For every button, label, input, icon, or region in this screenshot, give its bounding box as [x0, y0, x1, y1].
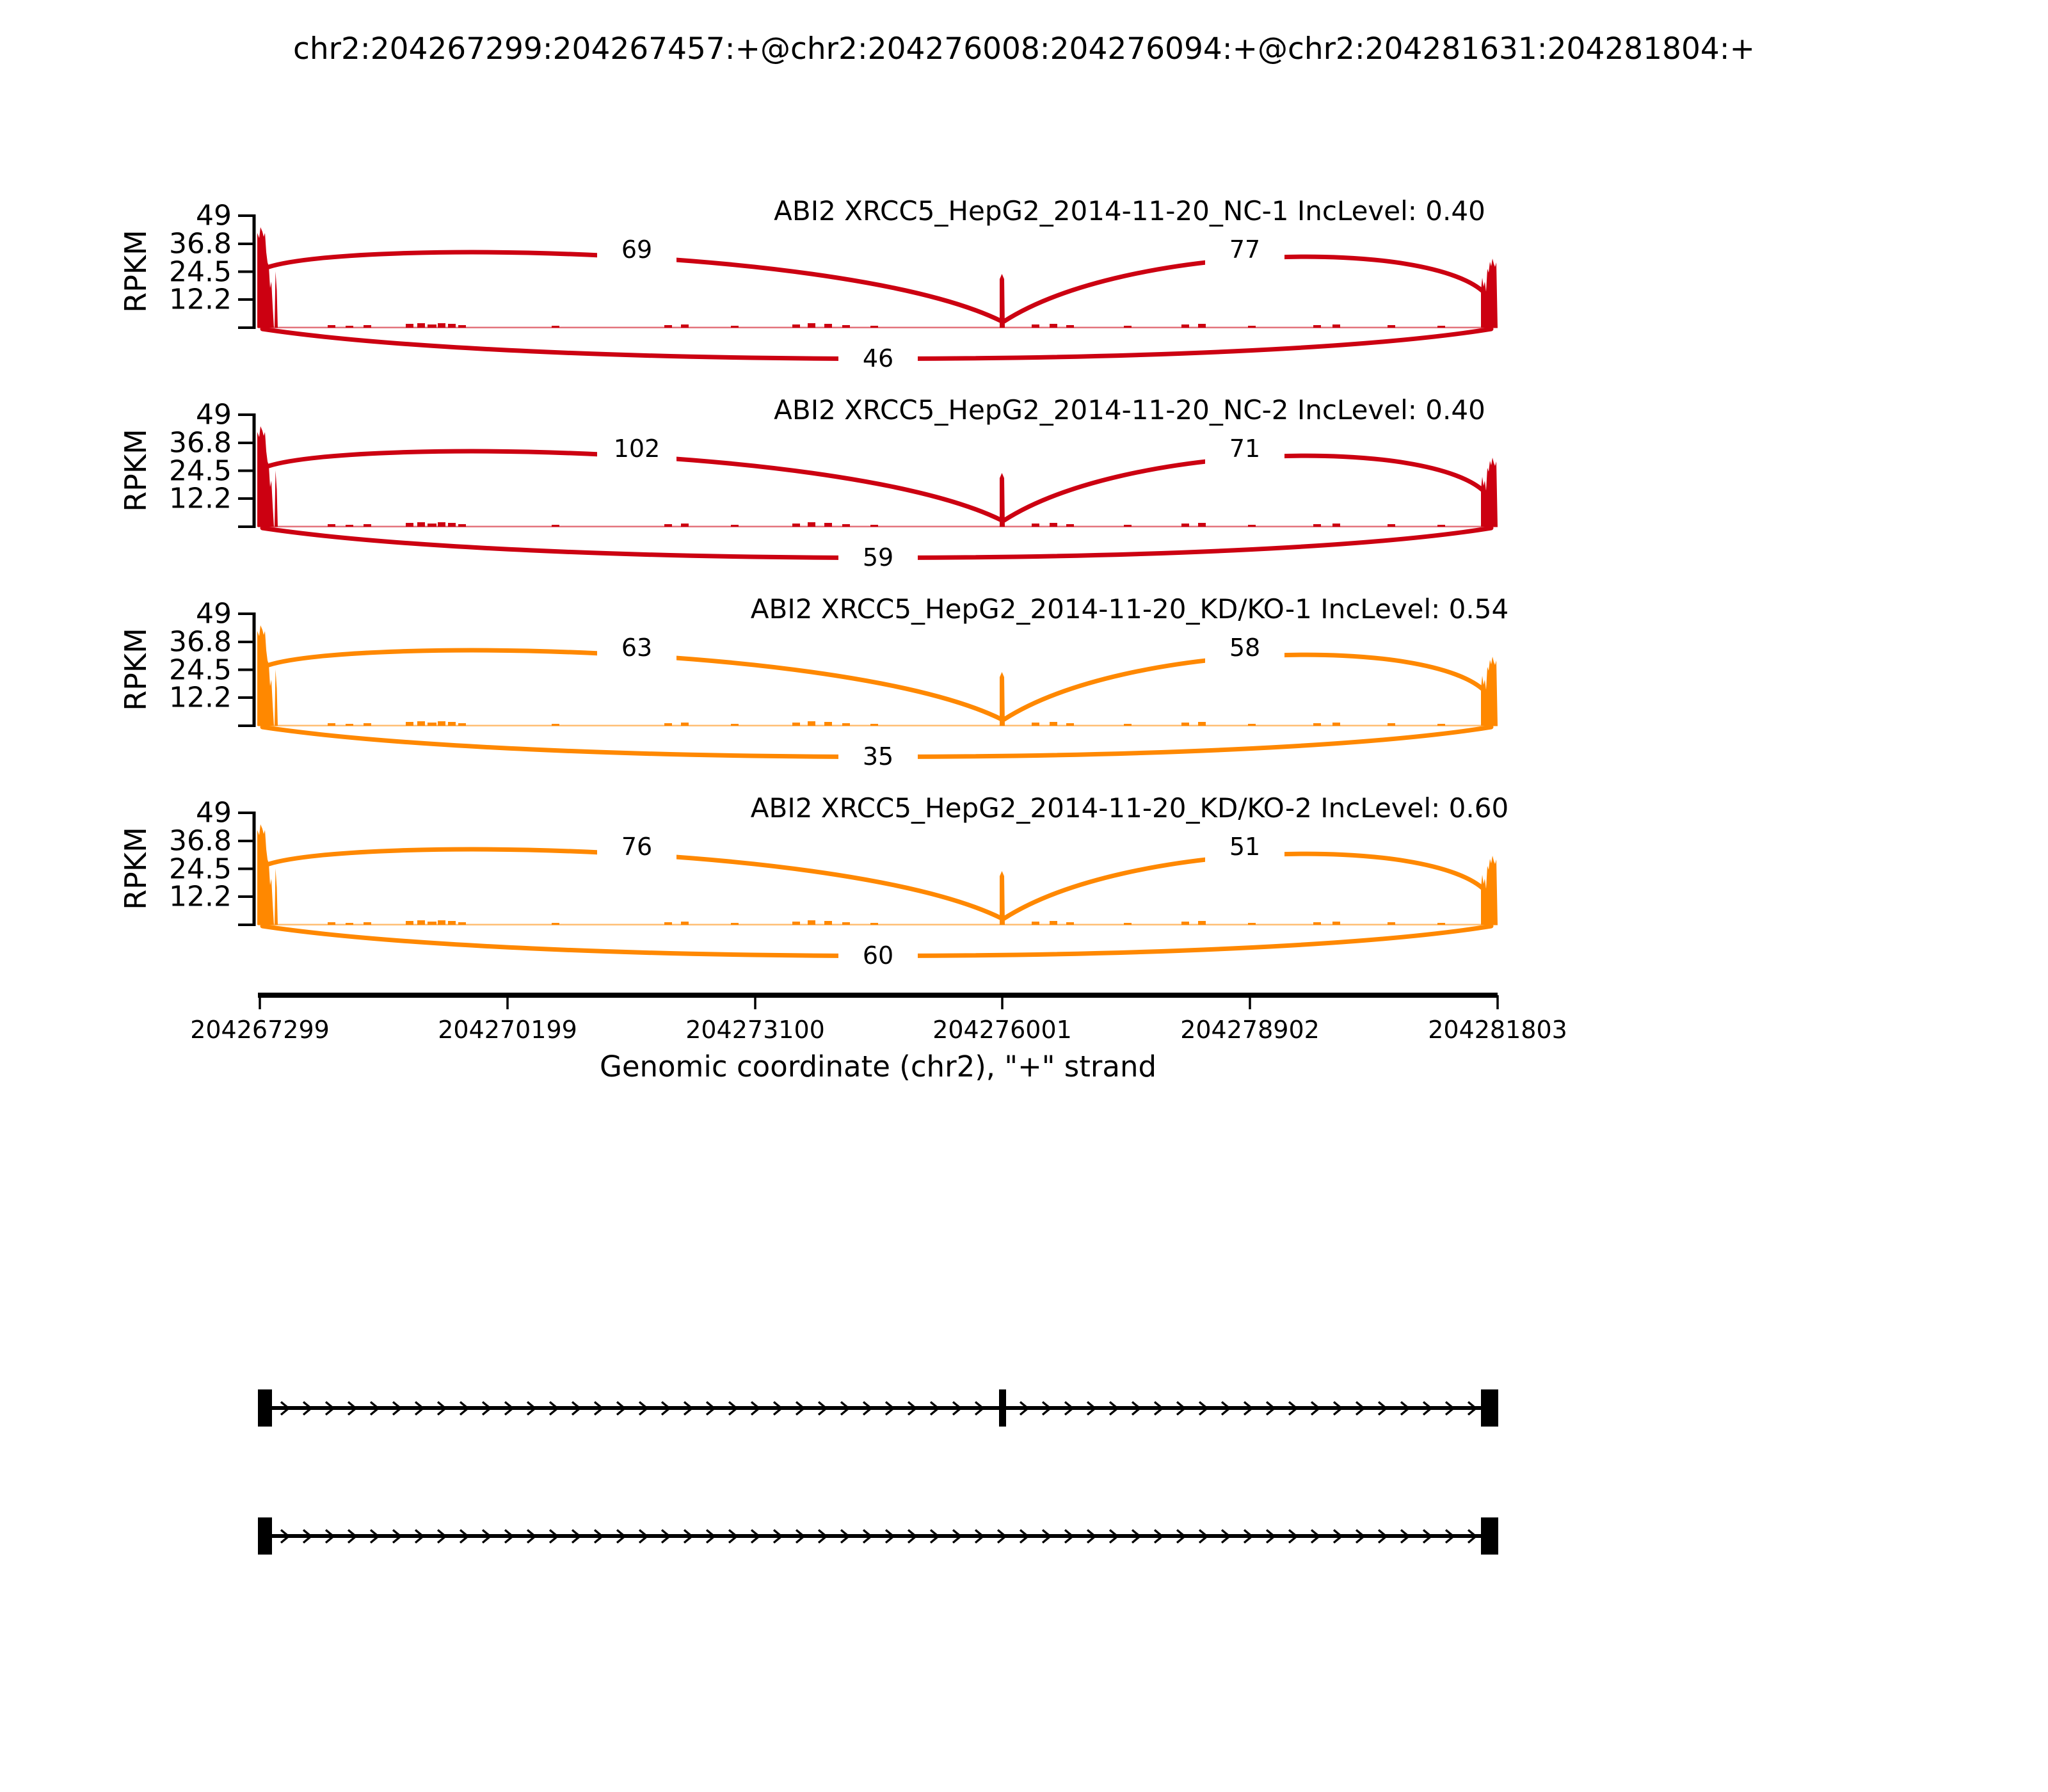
x-tick-label: 204267299: [190, 1016, 330, 1044]
track-title: ABI2 XRCC5_HepG2_2014-11-20_KD/KO-1 IncLevel: 0.54: [750, 593, 1509, 625]
y-tick-label: 24.5: [169, 852, 232, 886]
junction-count-right: 58: [1229, 634, 1261, 662]
y-tick-label: 49: [196, 796, 232, 829]
x-tick-label: 204276001: [932, 1016, 1072, 1044]
y-tick-label: 36.8: [169, 426, 232, 460]
track-title: ABI2 XRCC5_HepG2_2014-11-20_NC-1 IncLevel: 0.40: [774, 195, 1485, 227]
y-tick-label: 24.5: [169, 653, 232, 687]
junction-count-right: 77: [1229, 236, 1261, 264]
y-tick-label: 36.8: [169, 824, 232, 858]
x-tick-label: 204281803: [1428, 1016, 1567, 1044]
exon-box-skipped: [999, 1389, 1006, 1427]
y-tick-label: 49: [196, 597, 232, 630]
exon-box-downstream: [1481, 1517, 1498, 1555]
y-axis-label: RPKM: [118, 230, 153, 313]
y-tick-label: 49: [196, 398, 232, 431]
y-axis-label: RPKM: [118, 827, 153, 910]
y-axis-label: RPKM: [118, 628, 153, 711]
y-tick-label: 24.5: [169, 454, 232, 488]
exon-box-downstream: [1481, 1389, 1498, 1427]
track-panel-nc2: [118, 394, 1498, 573]
rpkm-axis: [238, 413, 254, 528]
intron-arrow-line: [1011, 1400, 1477, 1416]
y-tick-label: 49: [196, 199, 232, 232]
intron-arrow-line: [276, 1528, 1477, 1544]
intron-arrow-line: [276, 1400, 995, 1416]
track-panel-kdko1: [118, 593, 1508, 772]
y-tick-label: 12.2: [169, 283, 232, 316]
exon-box-upstream: [258, 1517, 272, 1555]
y-tick-label: 12.2: [169, 681, 232, 714]
y-tick-label: 24.5: [169, 255, 232, 289]
y-tick-label: 36.8: [169, 625, 232, 659]
junction-count-skip: 46: [862, 344, 894, 372]
track-title: ABI2 XRCC5_HepG2_2014-11-20_KD/KO-2 IncLevel: 0.60: [750, 792, 1509, 824]
junction-count-right: 71: [1229, 435, 1261, 463]
isoform-inclusion: [258, 1389, 1498, 1427]
track-title: ABI2 XRCC5_HepG2_2014-11-20_NC-2 IncLevel: 0.40: [774, 394, 1485, 426]
x-tick-label: 204273100: [685, 1016, 825, 1044]
junction-count-right: 51: [1229, 833, 1261, 861]
junction-count-left: 63: [621, 634, 653, 662]
x-axis-label: Genomic coordinate (chr2), "+" strand: [599, 1050, 1157, 1084]
x-tick-label: 204278902: [1180, 1016, 1320, 1044]
rpkm-axis: [238, 812, 254, 926]
x-axis: [190, 995, 1567, 1084]
y-tick-label: 36.8: [169, 227, 232, 260]
track-panel-kdko2: [118, 792, 1508, 971]
junction-count-skip: 59: [862, 543, 894, 572]
junction-count-left: 102: [613, 435, 660, 463]
junction-count-left: 76: [621, 833, 653, 861]
rpkm-axis: [238, 612, 254, 727]
exon-box-upstream: [258, 1389, 272, 1427]
junction-count-skip: 35: [862, 742, 894, 771]
isoform-skipping: [258, 1517, 1498, 1555]
y-axis-label: RPKM: [118, 429, 153, 512]
junction-count-left: 69: [621, 236, 653, 264]
y-tick-label: 12.2: [169, 880, 232, 913]
track-panel-nc1: [118, 195, 1498, 374]
y-tick-label: 12.2: [169, 482, 232, 515]
rpkm-axis: [238, 214, 254, 329]
junction-count-skip: 60: [862, 941, 894, 970]
x-tick-label: 204270199: [438, 1016, 577, 1044]
plot-title: chr2:204267299:204267457:+@chr2:204276008:204276094:+@chr2:204281631:204281804:+: [293, 31, 1755, 67]
